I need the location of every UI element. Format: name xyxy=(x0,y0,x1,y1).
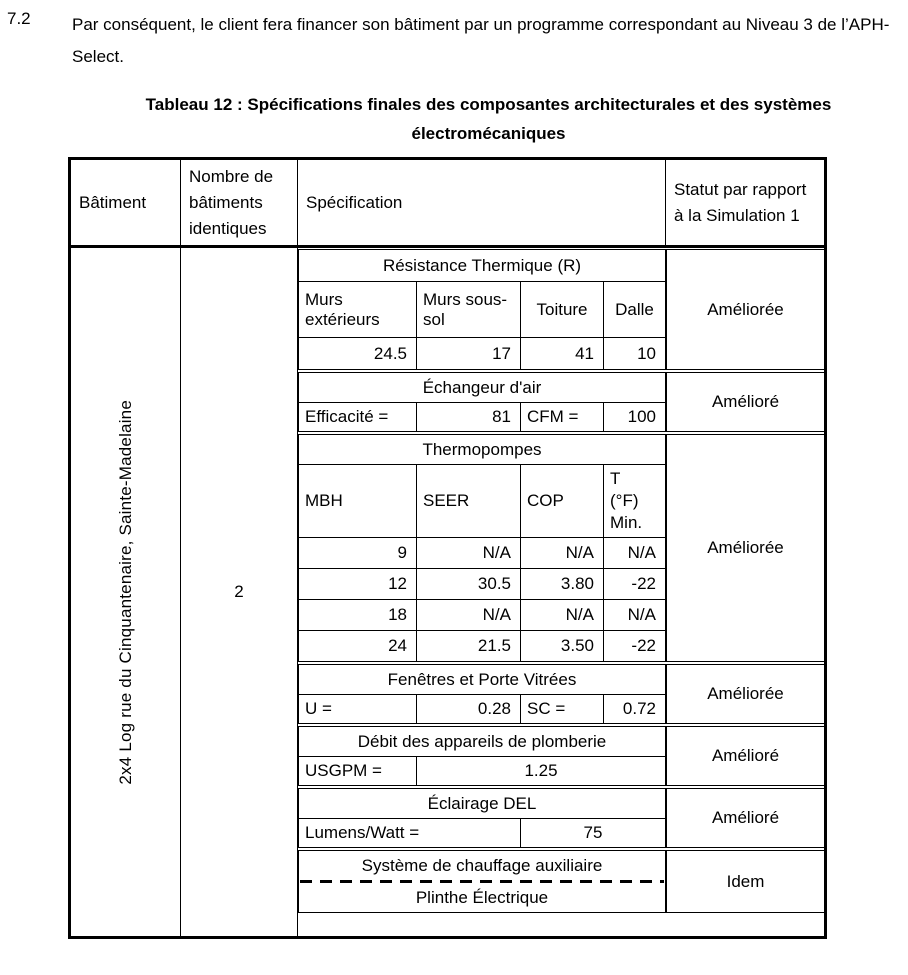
thermopompes-table xyxy=(298,434,666,662)
echangeur-table xyxy=(298,372,666,432)
batiment-name: 2x4 Log rue du Cinquantenaire, Sainte-Madelaine xyxy=(115,399,135,785)
header-statut: Statut par rapport à la Simulation 1 xyxy=(674,179,807,225)
col-header-cop: COP xyxy=(520,465,603,537)
spec-sections xyxy=(298,248,824,936)
tp-row-cell: 30.5 xyxy=(416,569,520,599)
tp-row-cell: N/A xyxy=(520,600,603,630)
paragraph-7-2 xyxy=(7,9,905,73)
status-fenetres: Améliorée xyxy=(666,664,824,724)
tp-row-cell: -22 xyxy=(603,569,665,599)
tp-row-cell: -22 xyxy=(603,631,665,661)
value-sc: 0.72 xyxy=(603,695,665,723)
table-caption xyxy=(72,90,905,148)
table-body xyxy=(71,248,824,936)
label-cfm: CFM = xyxy=(520,403,603,431)
col-header-t-min: T (°F) Min. xyxy=(603,465,665,537)
tp-row-cell: 21.5 xyxy=(416,631,520,661)
value-lumens-watt: 75 xyxy=(520,819,665,847)
section-title: Éclairage DEL xyxy=(427,793,537,813)
value-usgpm: 1.25 xyxy=(416,757,665,785)
status-chauffage: Idem xyxy=(666,850,824,913)
section-resistance-thermique xyxy=(298,249,824,370)
col-header-seer: SEER xyxy=(416,465,520,537)
label-u: U = xyxy=(305,699,332,718)
section-title: Résistance Thermique (R) xyxy=(382,255,582,275)
value-toiture: 41 xyxy=(520,338,603,369)
label-usgpm: USGPM = xyxy=(305,761,382,780)
value-efficacite: 81 xyxy=(416,403,520,431)
tp-row-cell: 9 xyxy=(397,543,407,562)
value-murs-sous-sol: 17 xyxy=(416,338,520,369)
section-echangeur-air xyxy=(298,372,824,432)
resistance-table xyxy=(298,249,666,370)
col-header-murs-sous-sol: Murs sous-sol xyxy=(416,282,520,337)
header-batiment: Bâtiment xyxy=(71,160,181,245)
tp-row-cell: 18 xyxy=(388,605,407,624)
specifications-table xyxy=(68,157,827,939)
label-lumens-watt: Lumens/Watt = xyxy=(305,823,420,842)
fenetres-table xyxy=(298,664,666,724)
nombre-cell: 2 xyxy=(181,248,298,936)
chauffage-table xyxy=(298,850,666,913)
eclairage-table xyxy=(298,788,666,848)
tp-row-cell: N/A xyxy=(603,600,665,630)
tp-row-cell: N/A xyxy=(416,600,520,630)
section-eclairage xyxy=(298,788,824,848)
section-title: Thermopompes xyxy=(422,439,542,459)
header-specification: Spécification xyxy=(298,160,666,245)
section-plomberie xyxy=(298,726,824,786)
label-sc: SC = xyxy=(520,695,603,723)
tp-row-cell: 24 xyxy=(388,636,407,655)
tp-row-cell: N/A xyxy=(520,538,603,568)
section-title: Échangeur d'air xyxy=(422,377,542,397)
tp-row-cell: N/A xyxy=(603,538,665,568)
batiment-cell xyxy=(71,248,181,936)
status-thermopompes: Améliorée xyxy=(666,434,824,662)
table-caption-line1: Tableau 12 : Spécifications finales des composantes architecturales et des systèmes xyxy=(145,95,832,114)
col-header-murs-exterieurs: Murs extérieurs xyxy=(305,289,380,329)
table-header-row xyxy=(71,160,824,248)
col-header-mbh: MBH xyxy=(305,491,343,510)
tp-row-cell: 3.50 xyxy=(520,631,603,661)
col-header-toiture: Toiture xyxy=(520,282,603,337)
value-u: 0.28 xyxy=(416,695,520,723)
section-thermopompes xyxy=(298,434,824,662)
section-fenetres xyxy=(298,664,824,724)
value-cfm: 100 xyxy=(603,403,665,431)
header-nombre: Nombre de bâtiments identiques xyxy=(181,160,298,245)
status-echangeur: Amélioré xyxy=(666,372,824,432)
tp-row-cell: 3.80 xyxy=(520,569,603,599)
value-dalle: 10 xyxy=(603,338,665,369)
section-chauffage-auxiliaire xyxy=(298,850,824,913)
plomberie-table xyxy=(298,726,666,786)
table-caption-line2: électromécaniques xyxy=(411,124,566,143)
status-eclairage: Amélioré xyxy=(666,788,824,848)
status-plomberie: Amélioré xyxy=(666,726,824,786)
tp-row-cell: N/A xyxy=(416,538,520,568)
paragraph-text: Par conséquent, le client fera financer son bâtiment par un programme correspondant au Niveau 3 de l’APH-Select. xyxy=(72,15,890,66)
value-murs-exterieurs: 24.5 xyxy=(373,343,407,363)
section-title: Débit des appareils de plomberie xyxy=(357,731,607,751)
col-header-dalle: Dalle xyxy=(603,282,665,337)
status-resistance: Améliorée xyxy=(666,249,824,370)
section-number: 7.2 xyxy=(7,9,31,28)
tp-row-cell: 12 xyxy=(388,574,407,593)
label-efficacite: Efficacité = xyxy=(305,407,389,426)
section-subtitle: Plinthe Électrique xyxy=(415,887,549,907)
section-title: Fenêtres et Porte Vitrées xyxy=(387,669,577,689)
section-title: Système de chauffage auxiliaire xyxy=(361,855,603,875)
